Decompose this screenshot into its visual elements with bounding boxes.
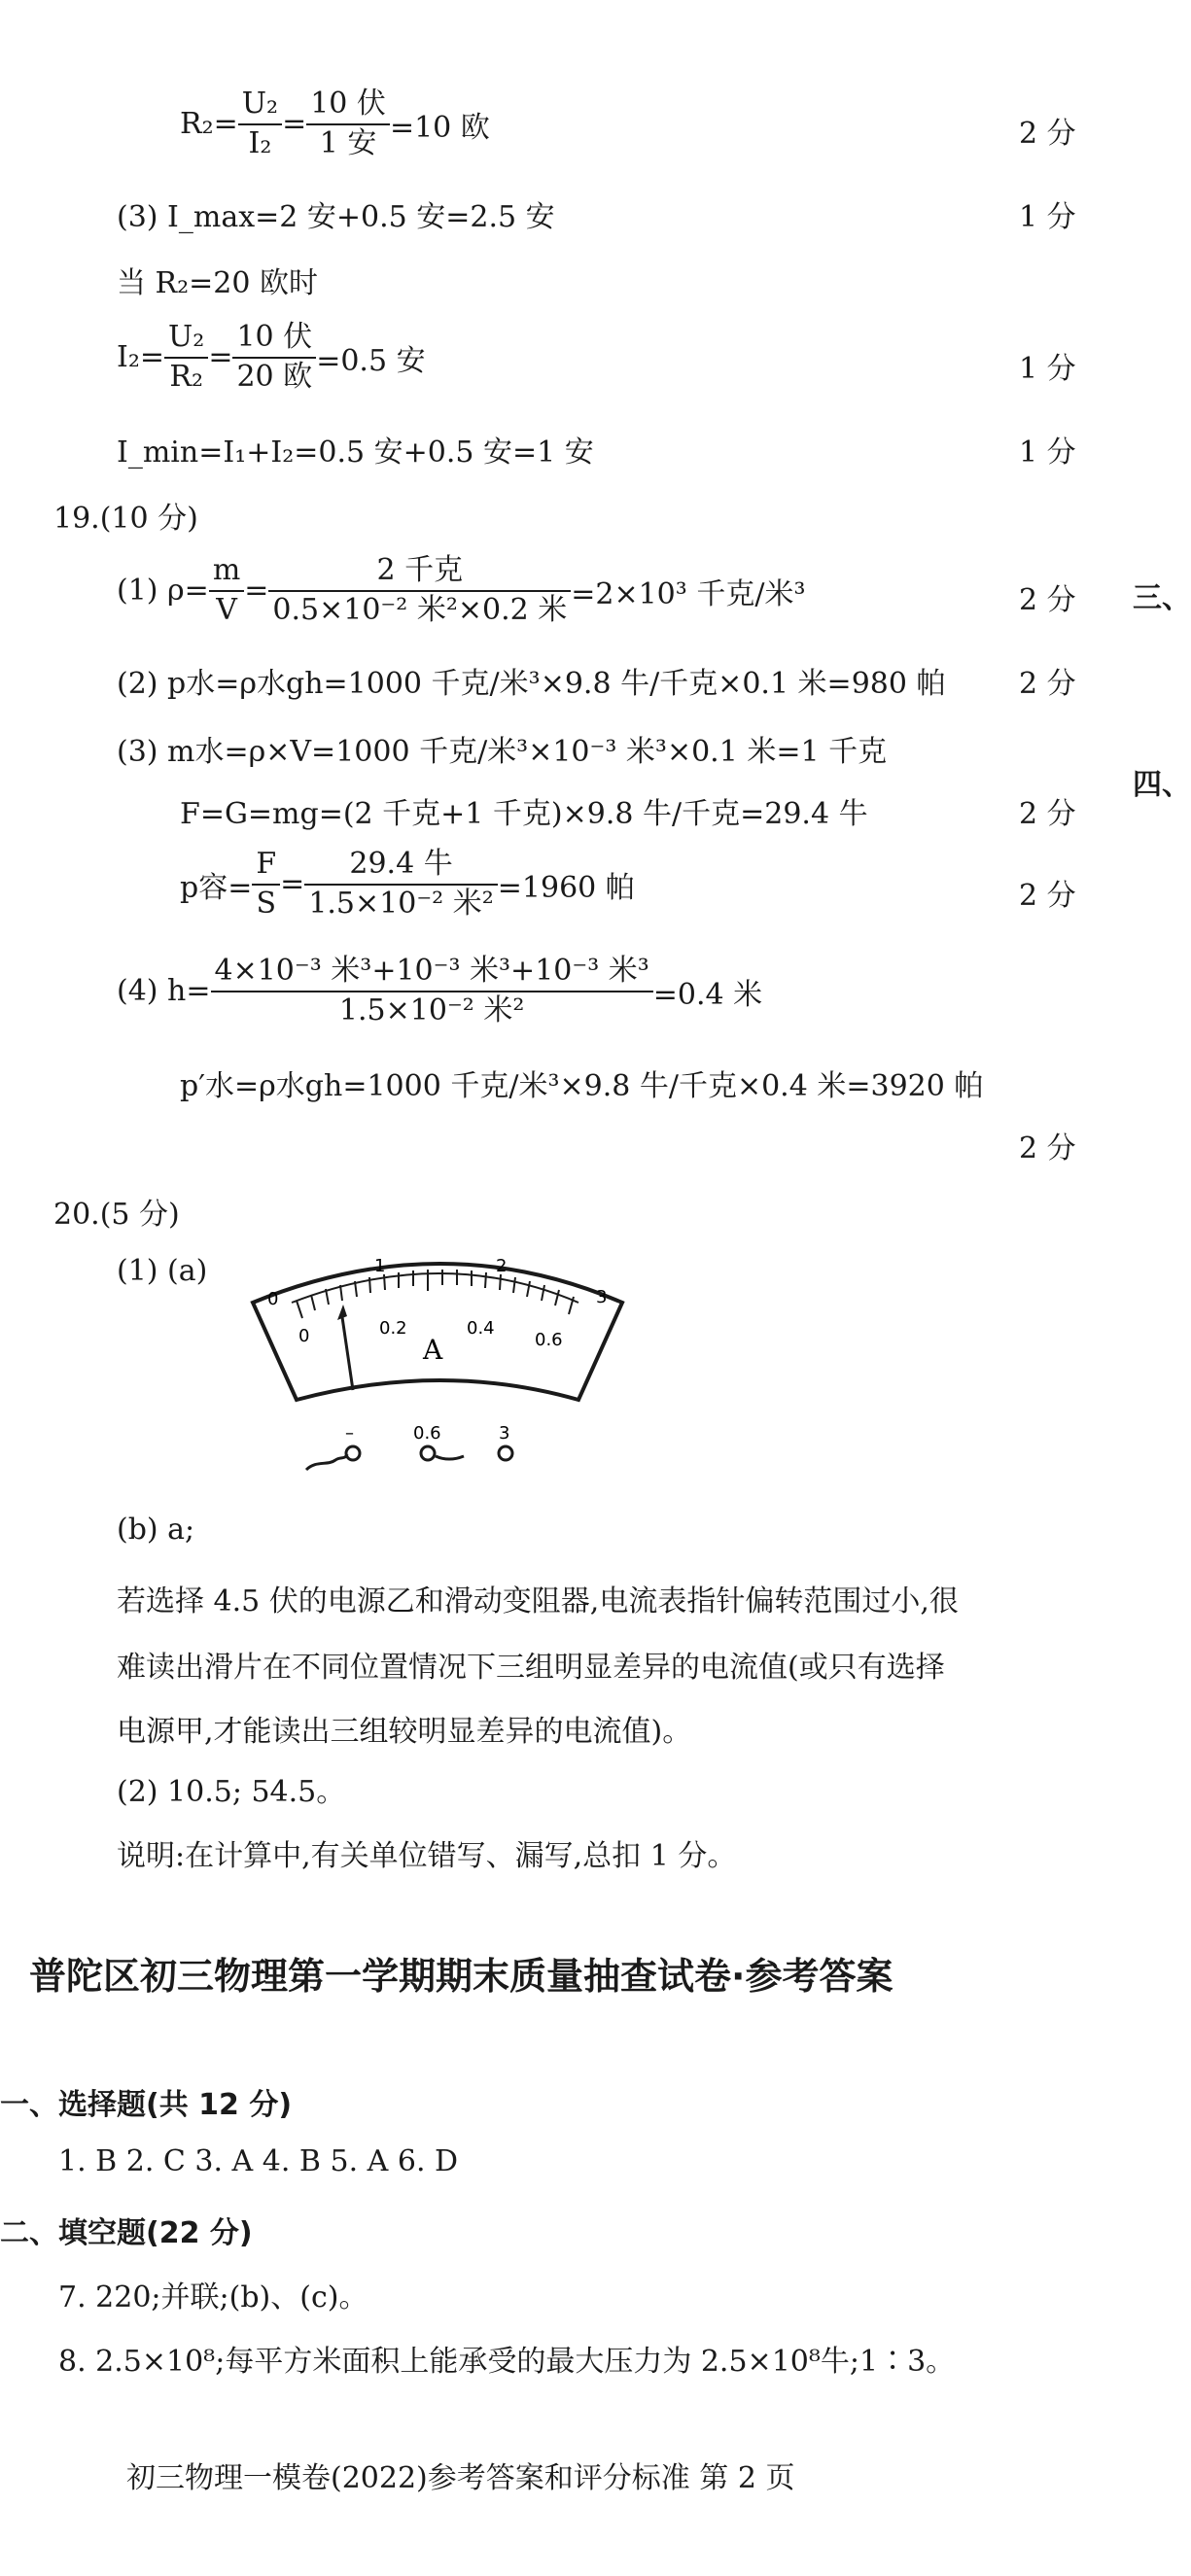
- scale-top-0: 0: [267, 1289, 279, 1309]
- scale-top-3: 3: [596, 1287, 608, 1307]
- page-footer: 初三物理一模卷(2022)参考答案和评分标准 第 2 页: [126, 2461, 795, 2495]
- score: 2 分: [1019, 1131, 1076, 1166]
- scale-bottom-0: 0: [298, 1326, 310, 1346]
- margin-mark-4: 四、: [1133, 768, 1191, 802]
- q19-part2: (2) p水=ρ水gh=1000 千克/米³×9.8 牛/千克×0.1 米=980 帕: [117, 667, 946, 701]
- ammeter-diagram: [238, 1244, 647, 1478]
- answer-8: 8. 2.5×10⁸;每平方米面积上能承受的最大压力为 2.5×10⁸牛;1∶3。: [58, 2345, 956, 2379]
- score: 1 分: [1019, 200, 1076, 234]
- fraction-pressure: $\frac{\text{29.4 牛}}{\text{1.5×10⁻² 米²}}$: [304, 848, 497, 921]
- meter-needle: [342, 1317, 353, 1390]
- fraction-m-v: $\frac{m}{V}$: [209, 554, 244, 627]
- q18-part3: (3) I_max=2 安+0.5 安=2.5 安: [117, 200, 555, 234]
- score: 2 分: [1019, 879, 1076, 913]
- terminal-0-6-post: [421, 1446, 435, 1460]
- q20-part1a: (1) (a): [117, 1254, 208, 1288]
- scale-bottom-3: 0.6: [535, 1330, 563, 1350]
- needle-tip: [337, 1305, 347, 1320]
- q19-part4-pressure: p′水=ρ水gh=1000 千克/米³×9.8 牛/千克×0.4 米=3920 帕: [180, 1069, 984, 1103]
- answer-7: 7. 220;并联;(b)、(c)。: [58, 2280, 368, 2315]
- choice-answers: 1. B 2. C 3. A 4. B 5. A 6. D: [58, 2144, 459, 2178]
- q20-part1b: (b) a;: [117, 1513, 195, 1547]
- score: 1 分: [1019, 352, 1076, 386]
- wire-minus: [306, 1454, 347, 1470]
- fraction-u2-r2: $\frac{\text{U₂}}{\text{R₂}}$: [164, 321, 208, 394]
- margin-mark-3: 三、: [1133, 581, 1191, 615]
- terminal-3-post: [499, 1446, 512, 1460]
- q19-part3-pressure: p容= $\frac{F}{S}$ = $\frac{\text{29.4 牛}}{\text{1.5×10⁻² 米²}}$ =1960 帕: [180, 847, 635, 921]
- score: 2 分: [1019, 583, 1076, 617]
- section-heading-fill: 二、填空题(22 分): [0, 2216, 253, 2250]
- wire-0-6: [436, 1456, 464, 1459]
- q19-part4: (4) h= $\frac{\text{4×10⁻³ 米³+10⁻³ 米³+10⁻³ 米³}}{\text{1.5×10⁻² 米²}}$ =0.4 米: [117, 954, 763, 1027]
- score: 2 分: [1019, 797, 1076, 831]
- q18-i2-equation: I₂= $\frac{\text{U₂}}{\text{R₂}}$ = $\frac{\text{10 伏}}{\text{20 欧}}$ =0.5 安: [117, 320, 426, 394]
- q18-r2-equation: R₂= $\frac{\text{U₂}}{\text{I₂}}$ = $\frac{\text{10 伏}}{\text{1 安}}$ =10 欧: [180, 87, 490, 160]
- grading-note: 说明:在计算中,有关单位错写、漏写,总扣 1 分。: [117, 1839, 737, 1873]
- terminal-0-6: 0.6: [413, 1423, 441, 1444]
- fraction-10v-1a: $\frac{\text{10 伏}}{\text{1 安}}$: [306, 87, 390, 160]
- scale-top-2: 2: [496, 1256, 508, 1276]
- q20-explanation-2: 难读出滑片在不同位置情况下三组明显差异的电流值(或只有选择: [117, 1651, 945, 1685]
- q19-header: 19.(10 分): [53, 502, 198, 536]
- terminal-minus: –: [345, 1423, 354, 1444]
- scale-top-1: 1: [374, 1256, 386, 1276]
- q19-part3-force: F=G=mg=(2 千克+1 千克)×9.8 牛/千克=29.4 牛: [180, 797, 868, 831]
- q18-condition: 当 R₂=20 欧时: [117, 266, 318, 300]
- score: 2 分: [1019, 667, 1076, 701]
- score: 2 分: [1019, 117, 1076, 151]
- q19-part3: (3) m水=ρ×V=1000 千克/米³×10⁻³ 米³×0.1 米=1 千克: [117, 735, 888, 769]
- fraction-height: $\frac{\text{4×10⁻³ 米³+10⁻³ 米³+10⁻³ 米³}}{\text{1.5×10⁻² 米²}}$: [211, 955, 653, 1027]
- terminal-minus-post: [346, 1446, 360, 1460]
- q20-header: 20.(5 分): [53, 1198, 180, 1232]
- fraction-f-s: $\frac{F}{S}$: [252, 848, 280, 921]
- scale-bottom-2: 0.4: [467, 1318, 495, 1339]
- unit-label: A: [423, 1334, 443, 1366]
- q20-explanation-1: 若选择 4.5 伏的电源乙和滑动变阻器,电流表指针偏转范围过小,很: [117, 1584, 959, 1619]
- fraction-density: $\frac{\text{2 千克}}{\text{0.5×10⁻² 米²×0.2 米}}$: [268, 554, 571, 627]
- score: 1 分: [1019, 435, 1076, 470]
- scale-bottom-1: 0.2: [379, 1318, 407, 1339]
- q20-explanation-3: 电源甲,才能读出三组较明显差异的电流值)。: [117, 1715, 692, 1749]
- fraction-10v-20ohm: $\frac{\text{10 伏}}{\text{20 欧}}$: [232, 321, 316, 394]
- q20-part2: (2) 10.5; 54.5。: [117, 1775, 346, 1809]
- section-heading-choice: 一、选择题(共 12 分): [0, 2088, 293, 2122]
- section-title: 普陀区初三物理第一学期期末质量抽查试卷·参考答案: [29, 1955, 893, 1998]
- fraction-u2-i2: $\frac{\text{U₂}}{\text{I₂}}$: [238, 87, 282, 160]
- terminal-3: 3: [499, 1423, 510, 1444]
- q19-part1: (1) ρ= $\frac{m}{V}$ = $\frac{\text{2 千克}}{\text{0.5×10⁻² 米²×0.2 米}}$ =2×10³ 千克/米³: [117, 553, 806, 627]
- q18-imin: I_min=I₁+I₂=0.5 安+0.5 安=1 安: [117, 435, 594, 470]
